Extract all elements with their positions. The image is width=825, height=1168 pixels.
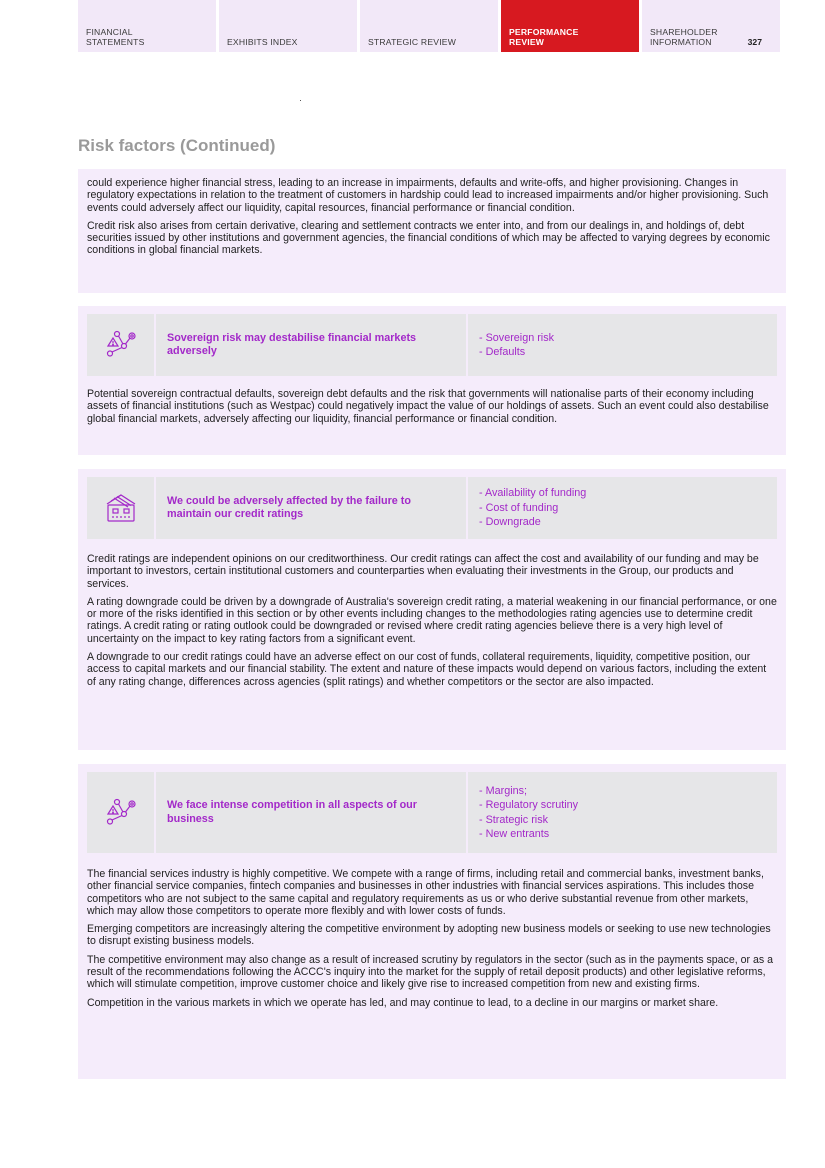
risk-header xyxy=(87,772,777,853)
risk-tag: - Defaults xyxy=(479,346,526,358)
tab-label: FINANCIAL STATEMENTS xyxy=(86,27,145,47)
risk-block-competition xyxy=(78,764,786,1079)
risk-block-sovereign xyxy=(78,306,786,455)
risk-title: Sovereign risk may destabilise financial markets adversely xyxy=(167,331,417,357)
risk-icon-cell xyxy=(87,772,154,853)
tab-label: PERFORMANCE REVIEW xyxy=(509,27,579,47)
risk-tag: - New entrants xyxy=(479,828,550,840)
risk-tag: - Sovereign risk xyxy=(479,331,555,344)
risk-title-cell xyxy=(156,314,466,376)
risk-title-cell xyxy=(156,772,466,853)
risk-tags xyxy=(468,772,777,853)
paragraph: A downgrade to our credit ratings could have an adverse effect on our cost of funds, collateral requirements, liquidity, competitive position, our access to capital markets and our financial stability. The extent and nature of these impacts would depend on various factors, including the extent of any rating change, differences across agencies (split ratings) and whether competitors or the sector are also impacted. xyxy=(87,651,767,688)
paragraph: Potential sovereign contractual defaults, sovereign debt defaults and the risk that governments will nationalise parts of their economy including assets of financial institutions (such as Westpac) could negatively impact the value of our holdings of assets. Such an event could also destabilise global financial markets, adversely affecting our liquidity, financial performance or financial condition. xyxy=(87,388,769,425)
tab-exhibits-index[interactable] xyxy=(219,0,357,52)
paragraph: Emerging competitors are increasingly altering the competitive environment by adopting new business models or seeking to use new technologies to disrupt existing business models. xyxy=(87,923,771,948)
risk-tags xyxy=(468,477,777,539)
page-number: 327 xyxy=(747,37,762,47)
stray-dot xyxy=(300,100,301,101)
risk-tag: - Regulatory scrutiny xyxy=(479,799,579,811)
tab-label: STRATEGIC REVIEW xyxy=(368,37,457,47)
paragraph: The competitive environment may also change as a result of increased scrutiny by regulators in the sector (such as in the payments space, or as a result of the recommendations following the ACCC's inquiry into the market for the supply of retail deposit products) and other legislative reforms, which will stimulate competition, improve customer choice and likely give rise to increased competition from new and existing firms. xyxy=(87,953,773,991)
tab-shareholder-information[interactable] xyxy=(642,0,780,52)
network-warning-icon xyxy=(104,330,138,360)
network-warning-icon xyxy=(104,798,138,828)
risk-tag: - Margins; xyxy=(479,784,527,797)
risk-title-cell xyxy=(156,477,466,539)
tab-label: EXHIBITS INDEX xyxy=(227,37,298,47)
paragraph: Credit ratings are independent opinions on our creditworthiness. Our credit ratings can affect the cost and availability of our funding and may be important to investors, certain institutional customers and counterparties when evaluating their investments in the Group, our products and services. xyxy=(87,553,759,590)
tab-strategic-review[interactable] xyxy=(360,0,498,52)
tab-financial-statements[interactable] xyxy=(78,0,216,52)
paragraph: Credit risk also arises from certain derivative, clearing and settlement contracts we enter into, and from our dealings in, and holdings of, debt securities issued by other institutions and government agencies, the financial conditions of which may be affected to varying degrees by economic conditions in global financial markets. xyxy=(87,219,770,257)
risk-icon-cell xyxy=(87,477,154,539)
risk-tag: - Strategic risk xyxy=(479,813,548,826)
risk-header xyxy=(87,477,777,539)
paragraph: could experience higher financial stress, leading to an increase in impairments, defaults and write-offs, and higher provisioning. Changes in regulatory expectations in relation to the treatment of customers in hardship could lead to increased impairments and/or higher provisioning. Such events could adversely affect our liquidity, capital resources, financial performance or financial condition. xyxy=(87,177,769,214)
tab-label: SHAREHOLDER INFORMATION xyxy=(650,27,718,47)
risk-tag: - Downgrade xyxy=(479,516,541,529)
paragraph: Competition in the various markets in which we operate has led, and may continue to lead, to a decline in our margins or market share. xyxy=(87,996,719,1009)
risk-icon-cell xyxy=(87,314,154,376)
risk-tag: - Cost of funding xyxy=(479,501,559,514)
bank-building-icon xyxy=(104,492,138,524)
intro-block xyxy=(78,169,786,293)
risk-title: We face intense competition in all aspects of our business xyxy=(167,799,417,825)
section-title: Risk factors (Continued) xyxy=(78,136,276,155)
top-navigation xyxy=(78,0,786,52)
paragraph: A rating downgrade could be driven by a downgrade of Australia's sovereign credit rating, a material weakening in our financial performance, or one or more of the risks identified in this section or by other events including changes to the methodologies rating agencies use to determine credit ratings. A credit rating or rating outlook could be downgraded or revised where credit rating agencies believe there is a very high level of uncertainty on the impact to key rating factors from a significant event. xyxy=(87,595,777,645)
tab-performance-review[interactable] xyxy=(501,0,639,52)
risk-block-credit-ratings xyxy=(78,469,786,750)
risk-title: We could be adversely affected by the failure to maintain our credit ratings xyxy=(167,494,412,520)
risk-tag: - Availability of funding xyxy=(479,487,587,500)
risk-header xyxy=(87,314,777,376)
risk-tags xyxy=(468,314,777,376)
paragraph: The financial services industry is highly competitive. We compete with a range of firms, including retail and commercial banks, investment banks, other financial service companies, fintech companies and businesses in other industries with financial services aspirations. This includes those competitors who are not subject to the same capital and regulatory requirements as us or who derive substantial revenue from other markets, which may allow those competitors to operate more flexibly and with lower costs of funds. xyxy=(87,868,764,917)
